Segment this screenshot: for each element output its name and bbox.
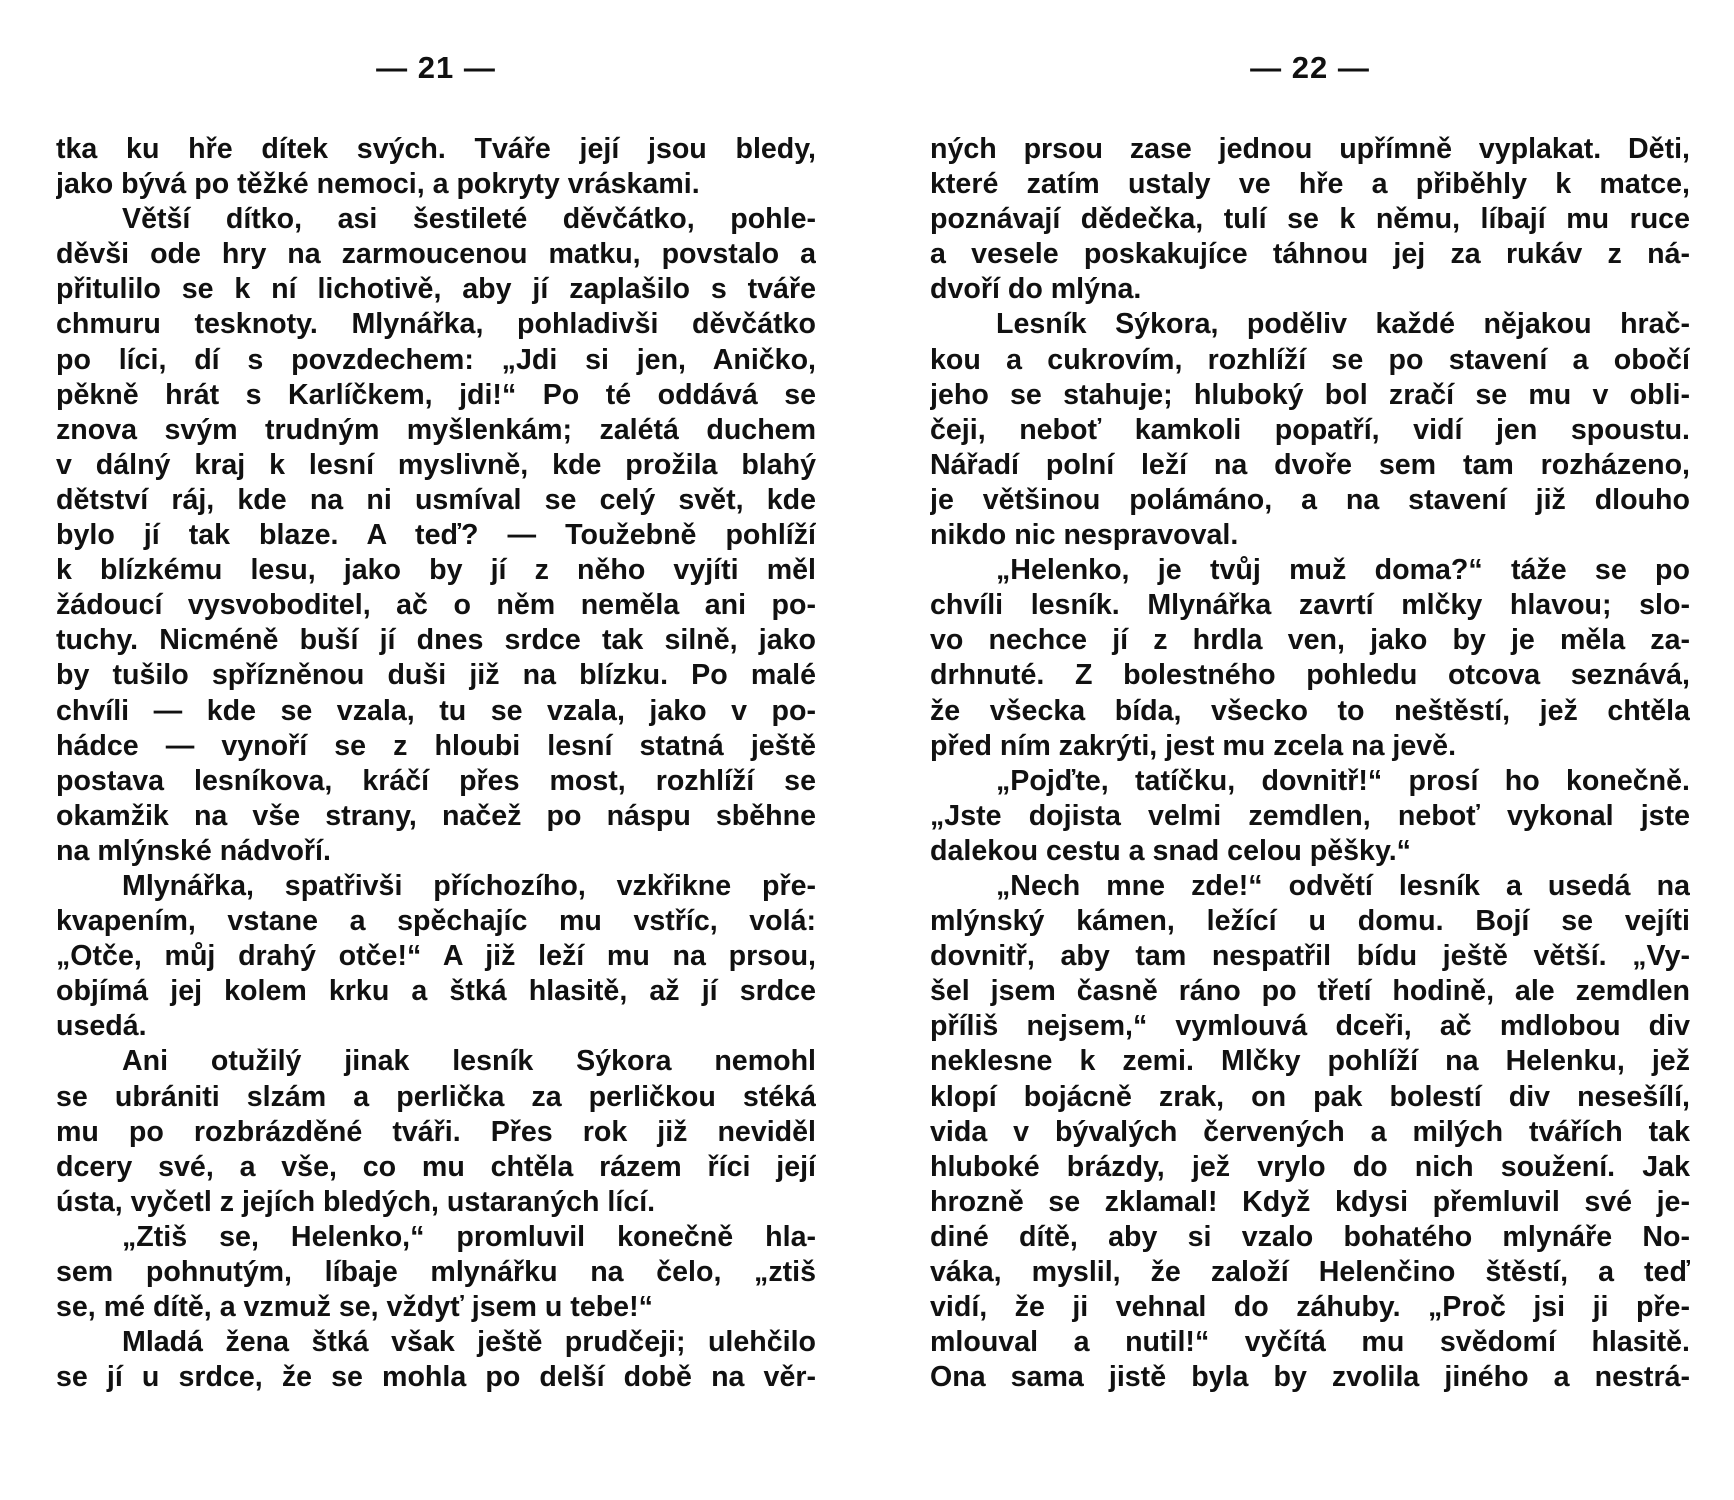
- text-line: jako bývá po těžké nemoci, a pokryty vráskami.: [56, 168, 700, 201]
- text-line: pěkně hrát s Karlíčkem, jdi!“ Po té oddává se: [56, 378, 816, 411]
- text-line: čeji, neboť kamkoli popatří, vidí jen spoustu.: [930, 413, 1690, 446]
- text-line: vidí, že ji vehnal do záhuby. „Proč jsi ji pře-: [930, 1291, 1690, 1324]
- text-line: se, mé dítě, a vzmuž se, vždyť jsem u tebe!“: [56, 1291, 653, 1324]
- text-line: před ním zakrýti, jest mu zcela na jevě.: [930, 729, 1457, 762]
- text-line: „Nech mne zde!“ odvětí lesník a usedá na: [996, 869, 1690, 902]
- text-line: klopí bojácně zrak, on pak bolestí div nesešílí,: [930, 1080, 1690, 1113]
- text-line: Lesník Sýkora, poděliv každé nějakou hrač-: [996, 308, 1690, 341]
- page-text: [930, 132, 1690, 1395]
- text-line: mu po rozbrázděné tváři. Přes rok již neviděl: [56, 1115, 816, 1148]
- text-line: „Jste dojista velmi zemdlen, neboť vykonal jste: [930, 799, 1690, 832]
- text-line: „Helenko, je tvůj muž doma?“ táže se po: [996, 554, 1690, 587]
- text-line: se jí u srdce, že se mohla po delší době na věr-: [56, 1361, 816, 1394]
- text-line: chmuru tesknoty. Mlynářka, pohladivši děvčátko: [56, 308, 816, 341]
- text-line: by tušilo spřízněnou duši již na blízku. Po malé: [56, 659, 816, 692]
- text-line: dětství ráj, kde na ni usmíval se celý svět, kde: [56, 483, 816, 516]
- text-line: Nářadí polní leží na dvoře sem tam rozházeno,: [930, 448, 1690, 481]
- text-line: se ubrániti slzám a perlička za perličkou stéká: [56, 1080, 816, 1113]
- text-line: „Ztiš se, Helenko,“ promluvil konečně hla-: [122, 1220, 816, 1253]
- text-line: sem pohnutým, líbaje mlynářku na čelo, „ztiš: [56, 1256, 816, 1288]
- text-line: mlýnský kámen, ležící u domu. Bojí se vejíti: [930, 905, 1690, 938]
- page-text: [56, 132, 816, 1395]
- text-line: kvapením, vstane a spěchajíc mu vstříc, volá:: [56, 905, 816, 938]
- page-number: — 22 —: [1250, 50, 1370, 85]
- text-line: znova svým trudným myšlenkám; zalétá duchem: [56, 413, 816, 446]
- text-line: dvoří do mlýna.: [930, 273, 1142, 306]
- text-line: Větší dítko, asi šestileté děvčátko, pohle-: [122, 203, 816, 236]
- text-line: vida v bývalých červených a milých tvářích tak: [930, 1115, 1690, 1148]
- text-line: Mlynářka, spatřivši příchozího, vzkřikne pře-: [122, 869, 816, 902]
- text-line: příliš nejsem,“ vymlouvá dceři, ač mdlobou div: [930, 1010, 1690, 1043]
- text-line: neklesne k zemi. Mlčky pohlíží na Helenku, jež: [930, 1045, 1690, 1078]
- text-line: poznávají dědečka, tulí se k němu, líbají mu ruce: [930, 203, 1690, 236]
- text-line: mlouval a nutil!“ vyčítá mu svědomí hlasitě.: [930, 1326, 1690, 1359]
- text-line: Ani otužilý jinak lesník Sýkora nemohl: [122, 1045, 816, 1078]
- text-line: vo nechce jí z hrdla ven, jako by je měla za-: [930, 624, 1690, 657]
- text-line: postava lesníkova, kráčí přes most, rozhlíží se: [56, 764, 816, 797]
- text-line: jeho se stahuje; hluboký bol zračí se mu v obli-: [930, 378, 1690, 411]
- left-page: [56, 0, 816, 1500]
- text-line: nikdo nic nespravoval.: [930, 519, 1239, 552]
- text-line: které zatím ustaly ve hře a přiběhly k matce,: [930, 168, 1690, 201]
- text-line: chvíli — kde se vzala, tu se vzala, jako v po-: [56, 694, 816, 727]
- text-line: usedá.: [56, 1010, 147, 1043]
- text-line: objímá jej kolem krku a štká hlasitě, až jí srdce: [56, 975, 816, 1008]
- text-line: drhnuté. Z bolestného pohledu otcova seznává,: [930, 659, 1690, 692]
- text-line: dcery své, a vše, co mu chtěla rázem říci její: [56, 1150, 816, 1183]
- text-line: Ona sama jistě byla by zvolila jiného a nestrá-: [930, 1361, 1690, 1394]
- text-line: bylo jí tak blaze. A teď? — Toužebně pohlíží: [56, 519, 816, 552]
- text-line: děvši ode hry na zarmoucenou matku, povstalo a: [56, 238, 816, 271]
- text-line: je většinou polámáno, a na stavení již dlouho: [930, 483, 1690, 516]
- text-line: přitulilo se k ní lichotivě, aby jí zaplašilo s tváře: [56, 273, 816, 306]
- text-line: kou a cukrovím, rozhlíží se po stavení a obočí: [930, 343, 1690, 376]
- text-line: hádce — vynoří se z hloubi lesní statná ještě: [56, 729, 816, 762]
- text-line: žádoucí vysvoboditel, ač o něm neměla ani po-: [56, 589, 816, 622]
- text-line: váka, myslil, že založí Helenčino štěstí, a teď: [930, 1256, 1690, 1288]
- text-line: ústa, vyčetl z jejích bledých, ustaraných lící.: [56, 1185, 656, 1218]
- text-line: hluboké brázdy, jež vrylo do nich soužení. Jak: [930, 1150, 1690, 1183]
- text-line: diné dítě, aby si vzalo bohatého mlynáře No-: [930, 1220, 1690, 1253]
- page-number: — 21 —: [376, 50, 496, 85]
- text-line: že všecka bída, všecko to neštěstí, jež chtěla: [930, 694, 1690, 727]
- text-line: dovnitř, aby tam nespatřil bídu ještě větší. „Vy-: [930, 940, 1690, 973]
- text-line: „Otče, můj drahý otče!“ A již leží mu na prsou,: [56, 940, 816, 973]
- text-line: na mlýnské nádvoří.: [56, 834, 331, 867]
- text-line: Mladá žena štká však ještě prudčeji; ulehčilo: [122, 1326, 816, 1359]
- text-line: tuchy. Nicméně buší jí dnes srdce tak silně, jako: [56, 624, 816, 657]
- text-line: v dálný kraj k lesní myslivně, kde prožila blahý: [56, 448, 816, 481]
- text-line: k blízkému lesu, jako by jí z něho vyjíti měl: [56, 554, 816, 587]
- text-line: hrozně se zklamal! Když kdysi přemluvil své je-: [930, 1185, 1690, 1218]
- text-line: tka ku hře dítek svých. Tváře její jsou bledy,: [56, 133, 816, 165]
- text-line: a vesele poskakujíce táhnou jej za rukáv z ná-: [930, 238, 1690, 271]
- text-line: po líci, dí s povzdechem: „Jdi si jen, Aničko,: [56, 343, 816, 376]
- text-line: šel jsem časně ráno po třetí hodině, ale zemdlen: [930, 975, 1690, 1008]
- text-line: dalekou cestu a snad celou pěšky.“: [930, 834, 1411, 867]
- right-page: [930, 0, 1690, 1500]
- text-line: „Pojďte, tatíčku, dovnitř!“ prosí ho konečně.: [996, 764, 1690, 797]
- text-line: chvíli lesník. Mlynářka zavrtí mlčky hlavou; slo-: [930, 589, 1690, 622]
- text-line: ných prsou zase jednou upřímně vyplakat. Děti,: [930, 133, 1690, 165]
- text-line: okamžik na vše strany, načež po náspu sběhne: [56, 799, 816, 832]
